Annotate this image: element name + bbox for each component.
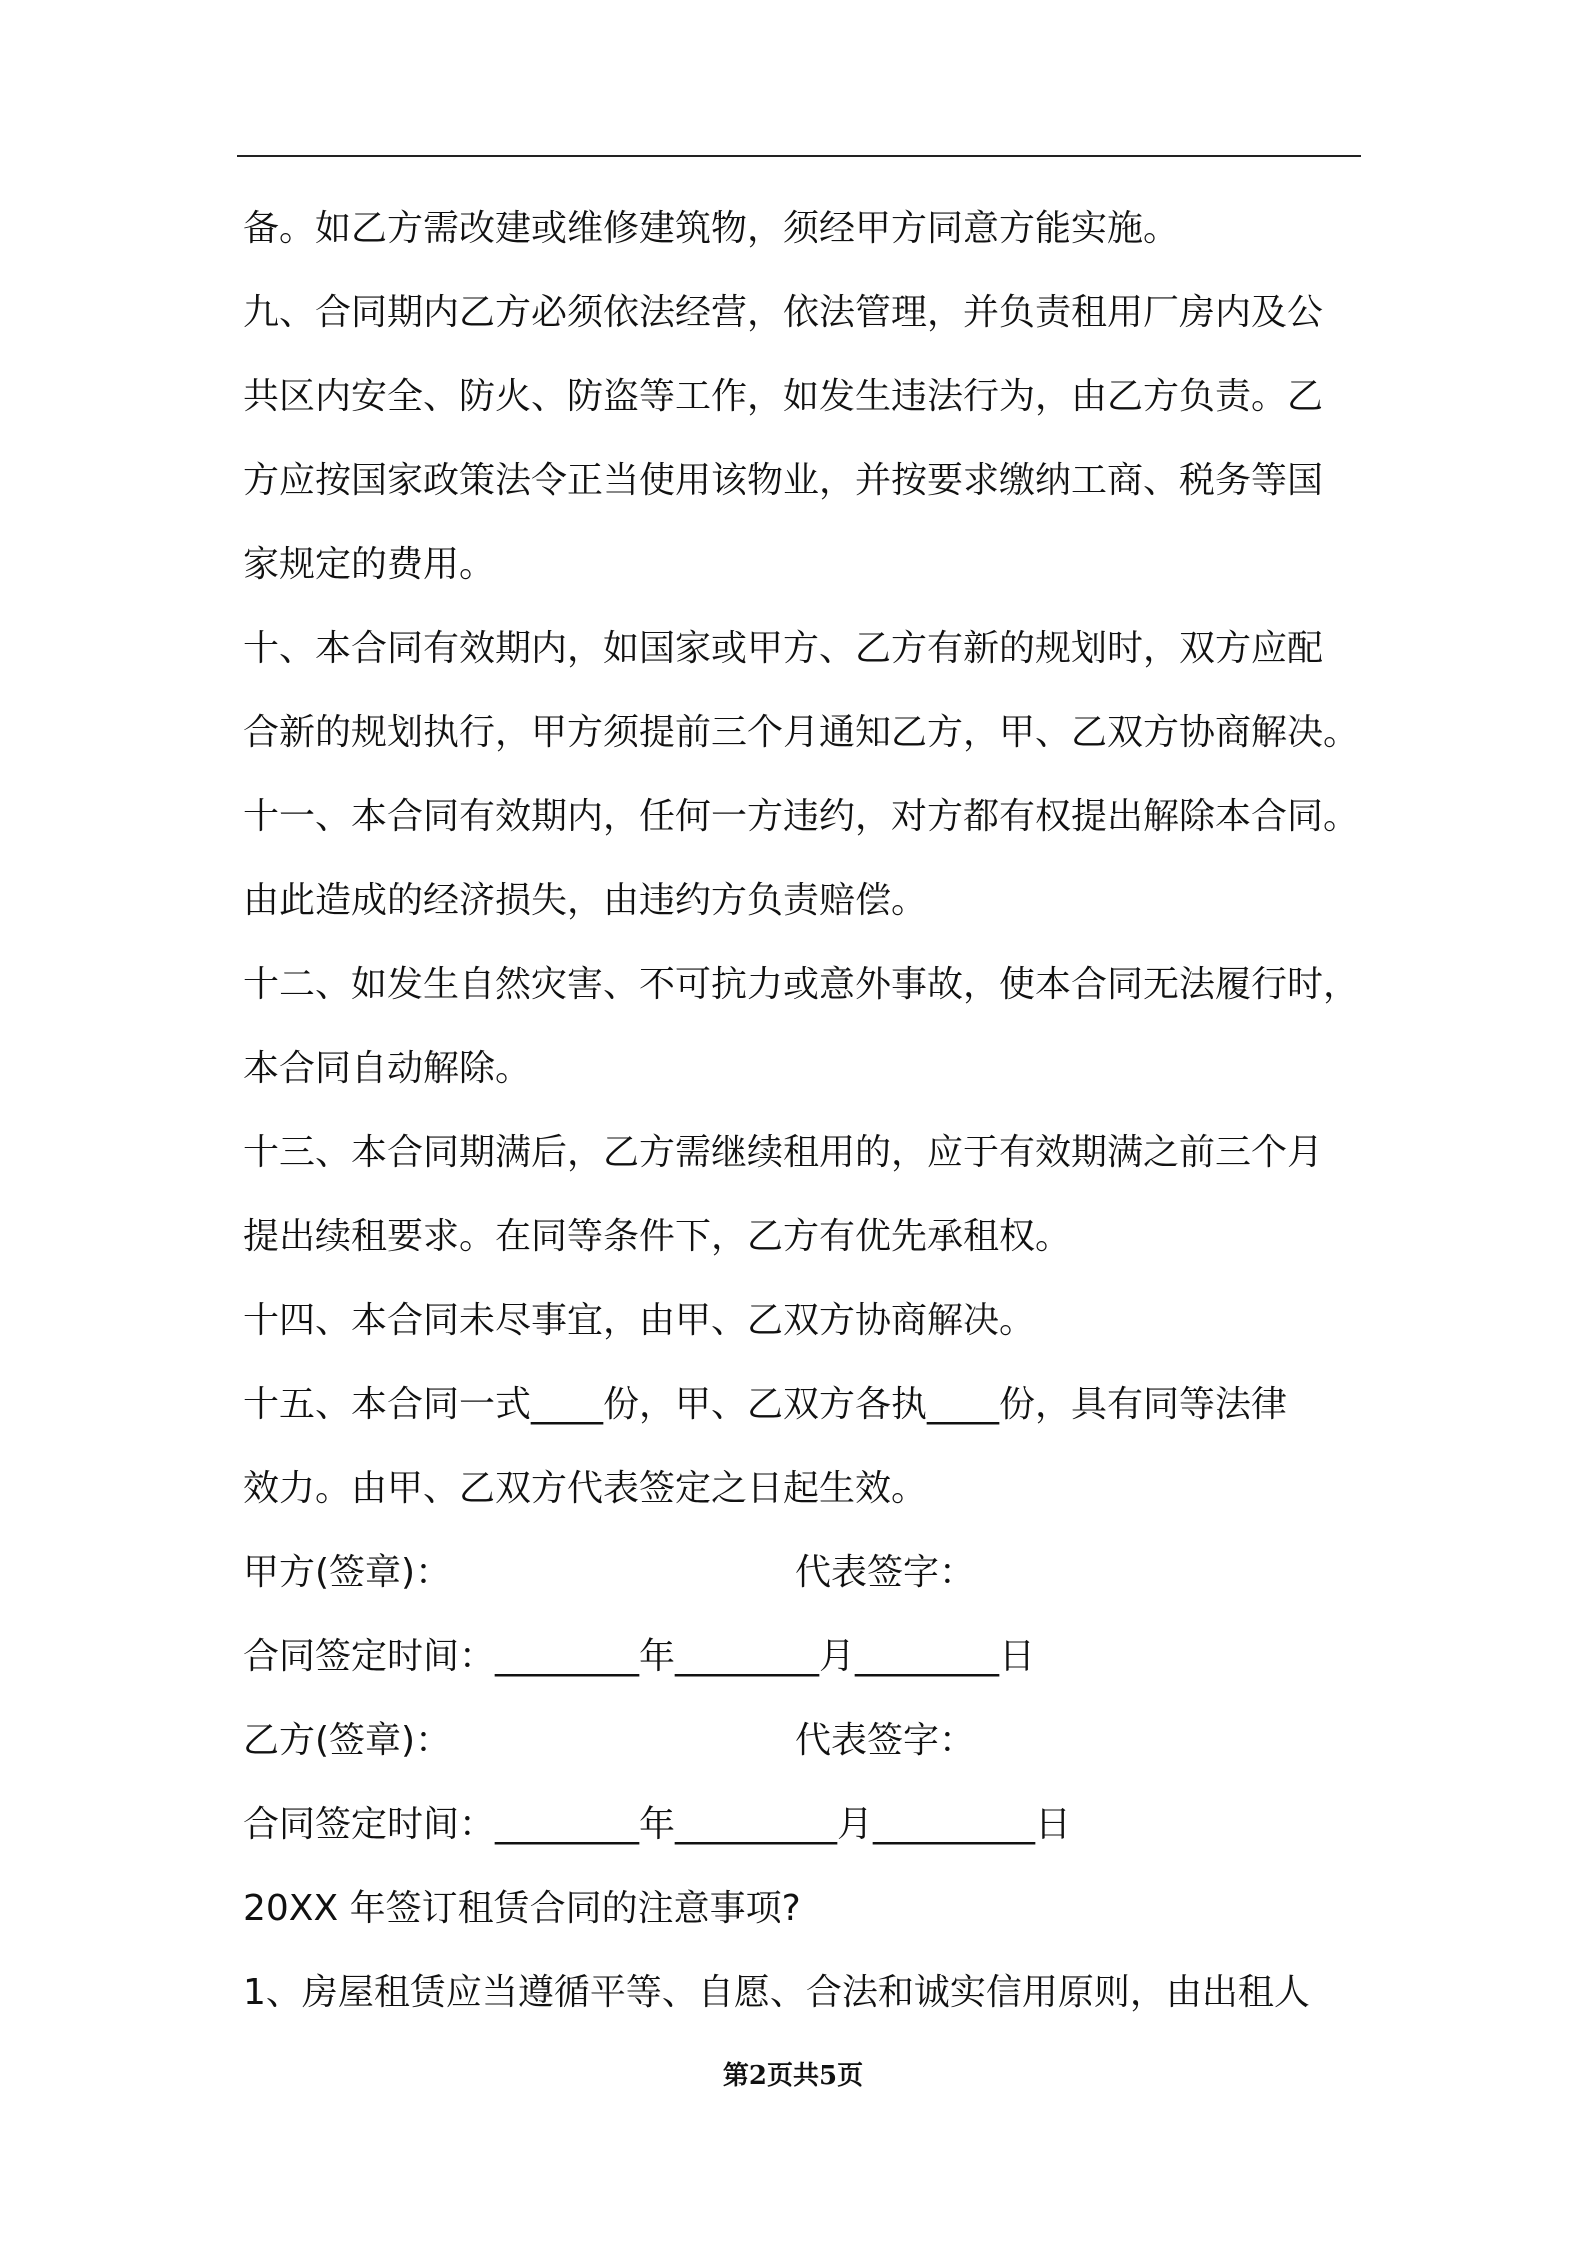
text-line: 十四、本合同未尽事宜，由甲、乙双方协商解决。 xyxy=(243,1300,1036,1341)
text-line: 效力。由甲、乙双方代表签定之日起生效。 xyxy=(243,1468,928,1509)
text-line: 十、本合同有效期内，如国家或甲方、乙方有新的规划时，双方应配 xyxy=(243,628,1324,669)
text-line: 本合同自动解除。 xyxy=(243,1048,532,1089)
page-number: 第2页共5页 xyxy=(722,2061,864,2091)
text-line: 十一、本合同有效期内，任何一方违约，对方都有权提出解除本合同。 xyxy=(243,796,1360,837)
text-line: 由此造成的经济损失，由违约方负责赔偿。 xyxy=(243,880,928,921)
text-line: 共区内安全、防火、防盗等工作，如发生违法行为，由乙方负责。乙 xyxy=(243,376,1324,417)
party-a-signing-date: 合同签定时间：________年________月________日 xyxy=(243,1636,1036,1677)
party-b-signing-date: 合同签定时间：________年_________月_________日 xyxy=(243,1804,1072,1845)
text-line: 备。如乙方需改建或维修建筑物，须经甲方同意方能实施。 xyxy=(243,208,1180,249)
header-rule xyxy=(237,155,1361,157)
notes-first-line: 1、房屋租赁应当遵循平等、自愿、合法和诚实信用原则，由出租人 xyxy=(243,1972,1310,2013)
party-a-seal-label: 甲方(签章)： xyxy=(243,1552,452,1593)
text-line: 家规定的费用。 xyxy=(243,544,496,585)
text-line: 十三、本合同期满后，乙方需继续租用的，应于有效期满之前三个月 xyxy=(243,1132,1324,1173)
text-line: 九、合同期内乙方必须依法经营，依法管理，并负责租用厂房内及公 xyxy=(243,292,1324,333)
signature-row-party-b xyxy=(243,1719,976,1763)
text-line: 提出续租要求。在同等条件下，乙方有优先承租权。 xyxy=(243,1216,1072,1257)
text-line: 方应按国家政策法令正当使用该物业，并按要求缴纳工商、税务等国 xyxy=(243,460,1324,501)
text-line: 合新的规划执行，甲方须提前三个月通知乙方，甲、乙双方协商解决。 xyxy=(243,712,1360,753)
party-a-representative-label: 代表签字： xyxy=(795,1552,976,1593)
notes-heading: 20XX 年签订租赁合同的注意事项? xyxy=(243,1888,801,1929)
party-b-representative-label: 代表签字： xyxy=(795,1720,976,1761)
party-b-seal-label: 乙方(签章)： xyxy=(243,1720,452,1761)
text-line: 十五、本合同一式____份，甲、乙双方各执____份，具有同等法律 xyxy=(243,1384,1288,1425)
text-line: 十二、如发生自然灾害、不可抗力或意外事故，使本合同无法履行时， xyxy=(243,964,1360,1005)
signature-row-party-a xyxy=(243,1551,976,1595)
